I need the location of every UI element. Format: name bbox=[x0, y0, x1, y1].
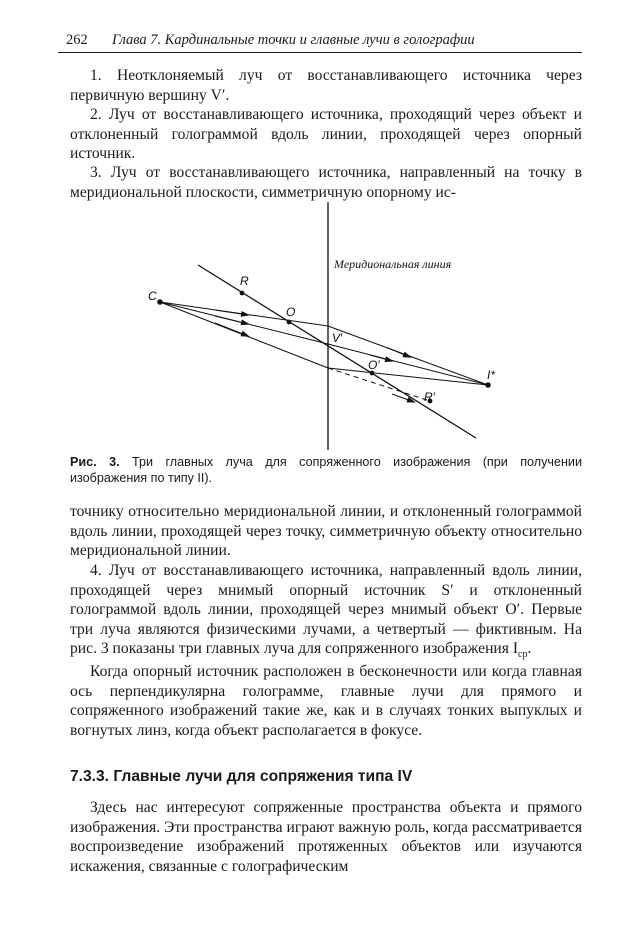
label-r: R bbox=[240, 274, 249, 288]
label-i: I* bbox=[487, 368, 496, 382]
caption-text: Три главных луча для сопряженного изображения (при получении изображения по типу II). bbox=[70, 455, 582, 485]
figure-principal-rays bbox=[130, 200, 510, 455]
page-number: 262 bbox=[66, 32, 88, 48]
caption-label: Рис. 3. bbox=[70, 455, 120, 469]
point-o bbox=[287, 320, 292, 325]
list-item-4-text: 4. Луч от восстанавливающего источника, направленный вдоль линии, проходящей через мнимый опорный источник S′ и отклоненный голограммой вдоль линии, проходящей через мнимый объект O′. Первые три луча являются физическими лучами, а четвертый — фиктивным. На рис. 3 показаны три главных луча для сопряженного изображения I bbox=[70, 562, 582, 657]
figure-caption bbox=[70, 455, 582, 486]
label-r2: R′ bbox=[424, 390, 435, 404]
label-o2: O′ bbox=[368, 358, 380, 372]
list-item-2: 2. Луч от восстанавливающего источника, проходящий через объект и отклоненный голограммой вдоль линии, проходящей через опорный источник. bbox=[70, 106, 582, 162]
list-item-4-subscript: cp bbox=[518, 649, 528, 661]
meridian-label: Меридиональная линия bbox=[334, 257, 452, 271]
arrow-out-upper bbox=[388, 348, 410, 357]
point-c bbox=[157, 299, 163, 305]
arrow-lower bbox=[215, 323, 248, 336]
label-c: C bbox=[148, 289, 157, 303]
point-r bbox=[240, 291, 245, 296]
ray-out-middle bbox=[328, 344, 488, 385]
running-header bbox=[58, 30, 582, 53]
label-v: V′ bbox=[332, 331, 343, 345]
point-i bbox=[485, 382, 491, 388]
section-paragraph-1: Здесь нас интересуют сопряженные пространства объекта и прямого изображения. Эти пространства играют важную роль, когда рассматривается воспроизведение изображений протяженных объектов или изучаются искажения, связанные с голографическим bbox=[70, 799, 582, 875]
list-item-4 bbox=[70, 561, 582, 665]
paragraph-reference-infinity: Когда опорный источник расположен в бесконечности или когда главная ось перпендикулярна голограмме, главные лучи для прямого и сопряженного изображений такие же, как и в случаях тонких выпуклых и вогнутых линз, когда объект располагается в фокусе. bbox=[70, 663, 582, 739]
arrow-middle bbox=[215, 316, 248, 324]
list-item-3: 3. Луч от восстанавливающего источника, направленный на точку в меридиональной плоскости, симметричную опорному ис- bbox=[70, 164, 582, 201]
ray-diagonal bbox=[198, 265, 476, 438]
list-item-4-end: . bbox=[527, 640, 532, 657]
label-o: O bbox=[286, 305, 296, 319]
section-heading: 7.3.3. Главные лучи для сопряжения типа IV bbox=[70, 768, 413, 785]
running-title: Глава 7. Кардинальные точки и главные лучи в голографии bbox=[112, 32, 475, 48]
list-item-1: 1. Неотклоняемый луч от восстанавливающего источника через первичную вершину V′. bbox=[70, 67, 582, 104]
ray-c-lower bbox=[160, 302, 328, 368]
paragraph-continuation: точнику относительно меридиональной линии, и отклоненный голограммой вдоль линии, проходящей через точку, симметричную объекту относительно меридиональной линии. bbox=[70, 503, 582, 559]
arrow-upper bbox=[215, 310, 248, 315]
